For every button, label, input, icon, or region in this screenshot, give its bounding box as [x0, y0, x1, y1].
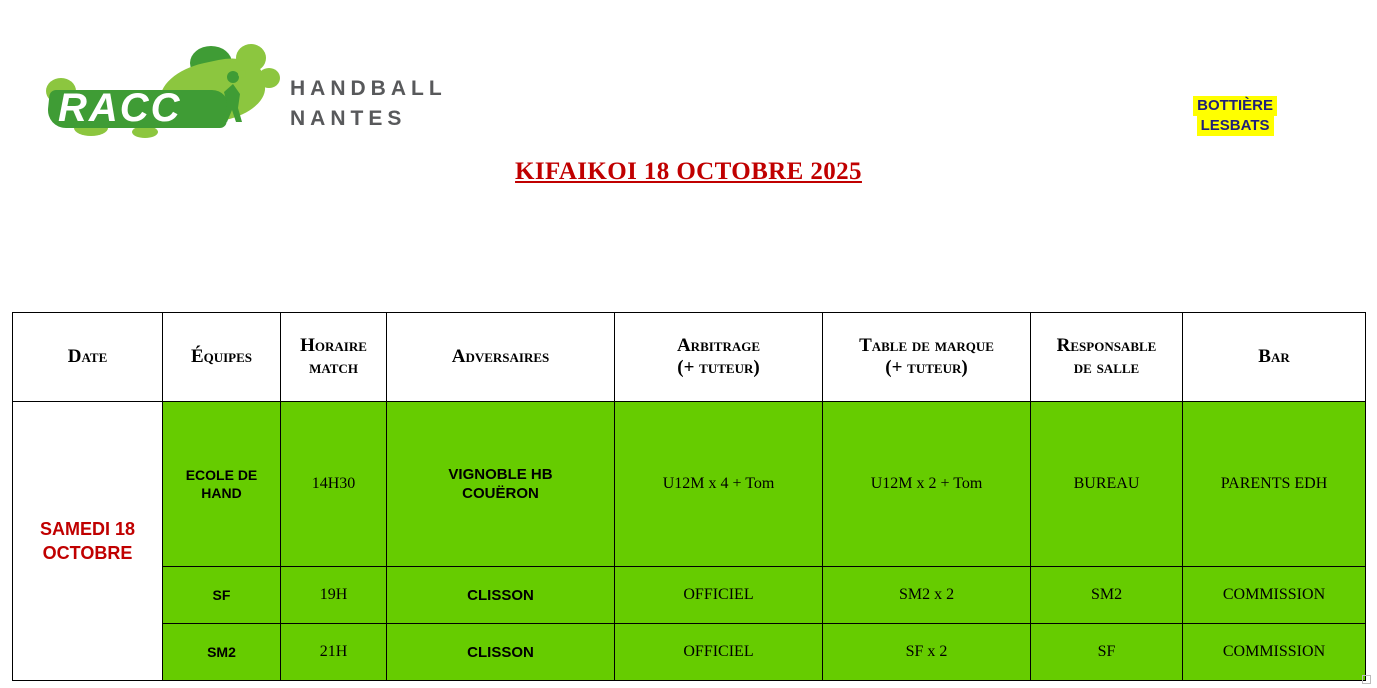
cell-horaire: 19H — [281, 567, 387, 624]
cell-bar: PARENTS EDH — [1183, 402, 1366, 567]
logo-word-nantes: NANTES — [290, 107, 407, 130]
column-header-arbitrage: Arbitrage (+ tuteur) — [615, 313, 823, 402]
cell-responsable: SM2 — [1031, 567, 1183, 624]
logo-wordmark — [290, 74, 447, 134]
cell-horaire: 21H — [281, 624, 387, 681]
column-header-bar: Bar — [1183, 313, 1366, 402]
venue-labels — [1193, 96, 1277, 136]
cell-arbitrage: OFFICIEL — [615, 624, 823, 681]
cell-equipe: SM2 — [163, 624, 281, 681]
schedule-table — [12, 312, 1366, 681]
column-header-date: Date — [13, 313, 163, 402]
club-logo — [40, 42, 447, 142]
cell-equipe: SF — [163, 567, 281, 624]
column-header-adversaires: Adversaires — [387, 313, 615, 402]
page-corner-mark — [1362, 675, 1371, 684]
table-header-row — [13, 313, 1366, 402]
cell-adversaire: CLISSON — [387, 567, 615, 624]
column-header-table-de-marque: Table de marque (+ tuteur) — [823, 313, 1031, 402]
table-row — [13, 624, 1366, 681]
cell-bar: COMMISSION — [1183, 567, 1366, 624]
cell-responsable: BUREAU — [1031, 402, 1183, 567]
cell-table-marque: SF x 2 — [823, 624, 1031, 681]
cell-responsable: SF — [1031, 624, 1183, 681]
logo-brand-text: RACC — [58, 86, 182, 130]
table-row — [13, 567, 1366, 624]
cell-bar: COMMISSION — [1183, 624, 1366, 681]
logo-word-handball: HANDBALL — [290, 77, 447, 100]
cell-adversaire: CLISSON — [387, 624, 615, 681]
cell-table-marque: U12M x 2 + Tom — [823, 402, 1031, 567]
cell-horaire: 14H30 — [281, 402, 387, 567]
cell-arbitrage: U12M x 4 + Tom — [615, 402, 823, 567]
cell-equipe: ECOLE DE HAND — [163, 402, 281, 567]
venue-line-bottiere: BOTTIÈRE — [1193, 96, 1277, 116]
venue-line-lesbats: LESBATS — [1197, 116, 1274, 136]
cell-date: SAMEDI 18 OCTOBRE — [13, 402, 163, 681]
cell-adversaire: VIGNOBLE HB COUËRON — [387, 402, 615, 567]
column-header-horaire-match: Horaire match — [281, 313, 387, 402]
column-header-equipes: Équipes — [163, 313, 281, 402]
cell-arbitrage: OFFICIEL — [615, 567, 823, 624]
cell-table-marque: SM2 x 2 — [823, 567, 1031, 624]
column-header-responsable-de-salle: Responsable de salle — [1031, 313, 1183, 402]
page-title: KIFAIKOI 18 OCTOBRE 2025 — [515, 158, 862, 185]
handball-player-icon — [220, 70, 246, 126]
logo-mark — [40, 42, 285, 137]
table-row — [13, 402, 1366, 567]
